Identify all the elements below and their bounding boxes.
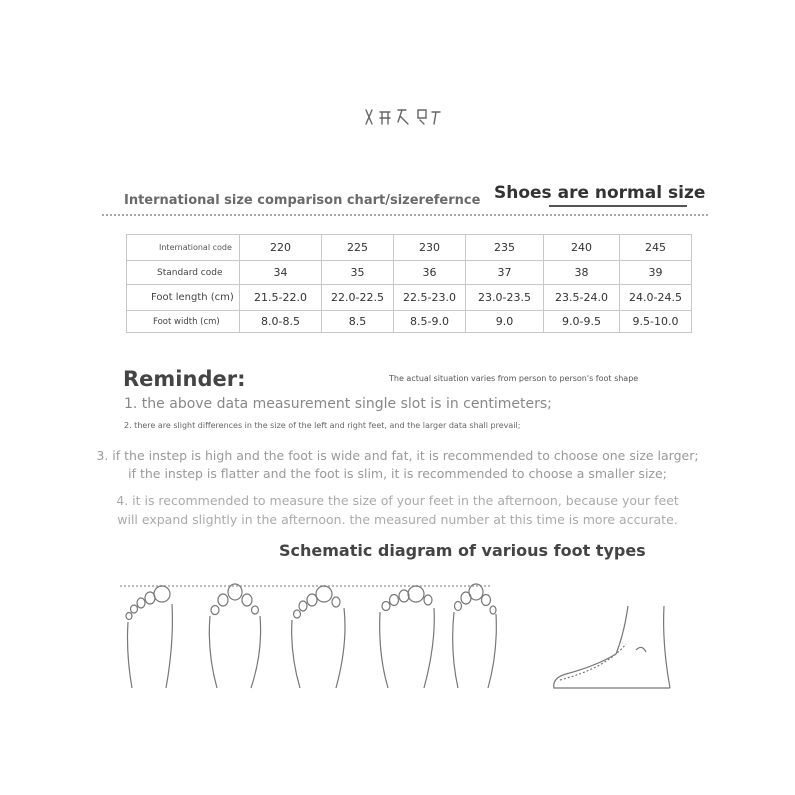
foot-type-4-icon [376,584,438,690]
table-cell: 36 [394,261,466,285]
table-cell: 245 [620,235,692,261]
row-label: Standard code [127,261,240,285]
reminder-line-4a: 4. it is recommended to measure the size of your feet in the afternoon, because your feet [116,493,679,508]
table-cell: 24.0-24.5 [620,285,692,311]
table-cell: 39 [620,261,692,285]
reminder-line-1: 1. the above data measurement single slot is in centimeters; [124,396,552,412]
table-cell: 9.0 [466,311,544,333]
reminder-line-4 [0,491,795,529]
foot-type-2-icon [205,582,265,690]
foot-type-1-icon [122,584,182,690]
reminder-line-4b: will expand slightly in the afternoon. the measured number at this time is more accurate. [117,512,678,527]
reminder-line-2: 2. there are slight differences in the size of the left and right feet, and the larger data shall prevail; [124,421,521,430]
foot-type-5-icon [448,582,498,690]
dotted-divider [102,214,708,216]
table-cell: 38 [544,261,620,285]
faint-heading-graphic [362,104,442,128]
table-cell: 22.5-23.0 [394,285,466,311]
table-row [127,311,692,333]
table-cell: 230 [394,235,466,261]
row-label: International code [127,235,240,261]
table-cell: 9.0-9.5 [544,311,620,333]
foot-type-3-icon [288,584,350,690]
table-cell: 23.5-24.0 [544,285,620,311]
table-cell: 35 [322,261,394,285]
reminder-note: The actual situation varies from person to person's foot shape [389,374,639,383]
reminder-line-3b: if the instep is flatter and the foot is slim, it is recommended to choose a smaller size; [128,466,667,481]
table-cell: 8.5 [322,311,394,333]
table-cell: 240 [544,235,620,261]
heading-underline [549,205,687,207]
row-label: Foot width (cm) [127,311,240,333]
table-cell: 21.5-22.0 [240,285,322,311]
table-cell: 37 [466,261,544,285]
reminder-line-3a: 3. if the instep is high and the foot is wide and fat, it is recommended to choose one size larger; [96,448,699,463]
table-cell: 34 [240,261,322,285]
reminder-title: Reminder: [123,367,246,391]
table-cell: 225 [322,235,394,261]
schematic-title: Schematic diagram of various foot types [279,541,646,560]
table-cell: 235 [466,235,544,261]
table-cell: 8.5-9.0 [394,311,466,333]
table-row [127,285,692,311]
table-cell: 23.0-23.5 [466,285,544,311]
table-cell: 8.0-8.5 [240,311,322,333]
table-row [127,235,692,261]
table-cell: 9.5-10.0 [620,311,692,333]
foot-side-view-icon [546,604,676,692]
chart-title: International size comparison chart/sizerefernce [124,193,481,208]
table-cell: 22.0-22.5 [322,285,394,311]
reminder-line-3 [0,447,795,483]
table-cell: 220 [240,235,322,261]
row-label: Foot length (cm) [127,285,240,311]
size-note-heading: Shoes are normal size [494,183,706,203]
table-row [127,261,692,285]
size-table [126,234,692,333]
